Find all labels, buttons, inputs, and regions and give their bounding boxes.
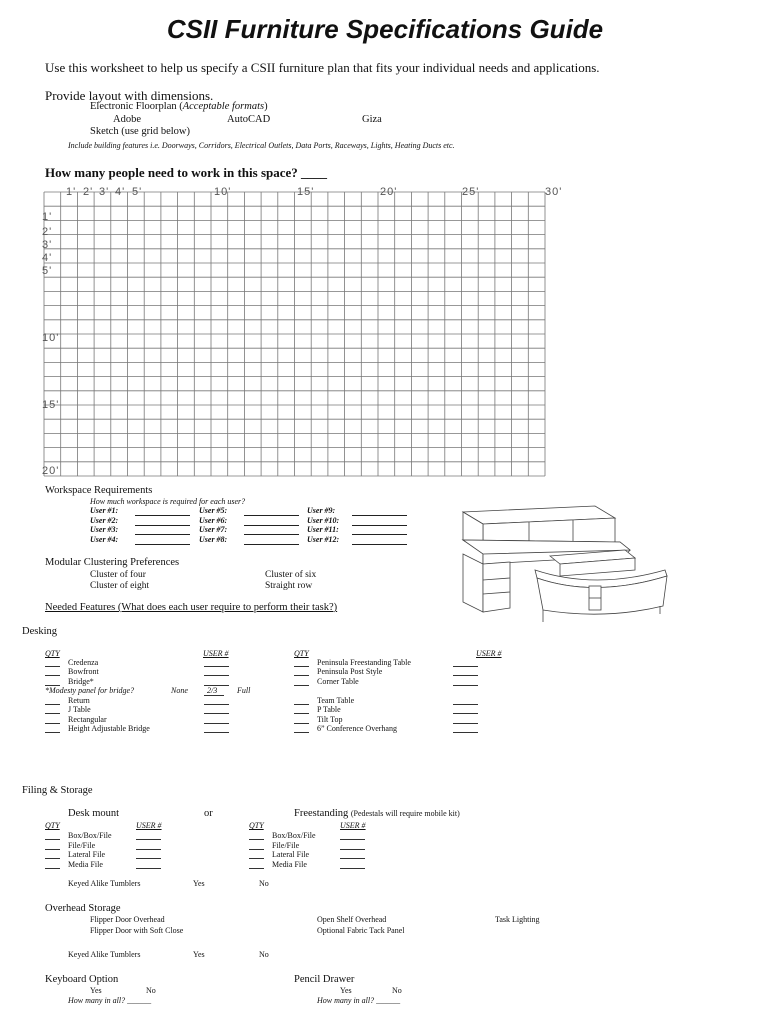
modesty-none[interactable]: None [171, 686, 188, 695]
workspace-user-blank[interactable] [135, 544, 190, 545]
filing-item: File/File [68, 841, 96, 850]
workspace-user-field[interactable]: User #4: [90, 534, 119, 544]
workspace-user-field[interactable]: User #11: [307, 525, 339, 534]
workspace-user-field[interactable]: User #3: [90, 525, 119, 534]
workspace-user-blank[interactable] [352, 525, 407, 526]
workspace-heading: Workspace Requirements [45, 485, 153, 496]
workspace-user-blank[interactable] [135, 525, 190, 526]
user-blank[interactable] [453, 704, 478, 705]
qty-blank[interactable] [45, 713, 60, 714]
y-label-3: 3' [42, 239, 53, 251]
x-label-30: 30' [545, 186, 563, 198]
user-blank[interactable] [453, 713, 478, 714]
qty-blank[interactable] [45, 858, 60, 859]
filing-item: Media File [272, 860, 307, 869]
x-label-3: 3' [99, 186, 110, 198]
filing-heading: Filing & Storage [22, 785, 93, 796]
desking-item: Bowfront [68, 667, 99, 676]
filing-item: Lateral File [68, 850, 106, 859]
workspace-user-field[interactable]: User #7: [199, 525, 228, 534]
qty-blank[interactable] [45, 704, 60, 705]
pencil-yes[interactable]: Yes [340, 986, 352, 995]
building-features-note: Include building features i.e. Doorways, Corridors, Electrical Outlets, Data Ports, Raceways, Lights, Heating Ducts etc. [68, 141, 455, 150]
layout-heading: Provide layout with dimensions. [45, 88, 214, 103]
filing-keyed-yes[interactable]: Yes [193, 879, 205, 888]
floorplan-label: Electronic Floorplan [90, 101, 177, 112]
filing-item: Box/Box/File [68, 831, 112, 840]
pencil-no[interactable]: No [392, 986, 402, 995]
workspace-question: How much workspace is required for each user? [90, 497, 246, 506]
qty-blank[interactable] [45, 723, 60, 724]
user-blank[interactable] [136, 839, 161, 840]
filing-user-right: USER # [340, 821, 366, 830]
format-autocad: AutoCAD [227, 114, 271, 125]
desking-item: Corner Table [317, 677, 359, 686]
qty-blank[interactable] [249, 849, 264, 850]
intro-text: Use this worksheet to help us specify a CSII furniture plan that fits your individual needs and applications. [45, 60, 600, 75]
y-label-2: 2' [42, 226, 53, 238]
keyboard-how-many[interactable]: How many in all? ______ [68, 996, 152, 1005]
workspace-user-blank[interactable] [244, 534, 299, 535]
user-blank[interactable] [204, 666, 229, 667]
workspace-user-field[interactable]: User #2: [90, 515, 119, 525]
desking-item: Team Table [317, 696, 355, 705]
modesty-underline [204, 695, 224, 696]
user-blank[interactable] [136, 868, 161, 869]
y-label-15: 15' [42, 399, 60, 411]
straight-row[interactable]: Straight row [265, 581, 313, 591]
y-label-5: 5' [42, 265, 53, 277]
format-giza: Giza [362, 114, 382, 125]
user-blank[interactable] [204, 675, 229, 676]
flipper-door-overhead[interactable]: Flipper Door Overhead [90, 915, 165, 924]
qty-blank[interactable] [45, 868, 60, 869]
desking-item: Peninsula Post Style [317, 667, 383, 676]
cluster-six[interactable]: Cluster of six [265, 570, 317, 580]
user-blank[interactable] [340, 858, 365, 859]
filing-keyed-label: Keyed Alike Tumblers [68, 879, 141, 888]
pencil-heading: Pencil Drawer [294, 974, 355, 985]
qty-blank[interactable] [249, 839, 264, 840]
qty-blank[interactable] [249, 868, 264, 869]
x-label-20: 20' [380, 186, 398, 198]
user-blank[interactable] [340, 868, 365, 869]
desking-item: J Table [68, 705, 91, 714]
keyboard-no[interactable]: No [146, 986, 156, 995]
task-lighting[interactable]: Task Lighting [495, 915, 540, 924]
qty-blank[interactable] [45, 849, 60, 850]
workspace-user-field[interactable]: User #8: [199, 534, 228, 544]
people-question: How many people need to work in this space? ____ [45, 165, 328, 180]
desking-qty-left: QTY [45, 649, 60, 658]
workspace-user-field[interactable]: User #1: [90, 506, 119, 515]
modesty-panel-label: *Modesty panel for bridge? [45, 686, 135, 695]
user-blank[interactable] [204, 713, 229, 714]
filing-user-left: USER # [136, 821, 162, 830]
filing-item: File/File [272, 841, 300, 850]
workspace-user-blank[interactable] [244, 544, 299, 545]
desking-item: Bridge* [68, 677, 94, 686]
desking-item: P Table [317, 705, 341, 714]
qty-blank[interactable] [294, 704, 309, 705]
workspace-user-blank[interactable] [352, 534, 407, 535]
format-adobe: Adobe [113, 114, 141, 125]
overhead-heading: Overhead Storage [45, 903, 121, 914]
y-label-10: 10' [42, 332, 60, 344]
x-label-2: 2' [83, 186, 94, 198]
user-blank[interactable] [453, 666, 478, 667]
desking-item: 6” Conference Overhang [317, 724, 397, 733]
user-blank[interactable] [204, 723, 229, 724]
filing-item: Media File [68, 860, 103, 869]
qty-blank[interactable] [45, 732, 60, 733]
desking-qty-right: QTY [294, 649, 309, 658]
fabric-tack-panel[interactable]: Optional Fabric Tack Panel [317, 926, 405, 935]
desking-item: Peninsula Freestanding Table [317, 658, 411, 667]
x-label-5: 5' [132, 186, 143, 198]
user-blank[interactable] [453, 723, 478, 724]
workspace-user-field[interactable]: User #12: [307, 534, 340, 544]
workspace-user-field[interactable]: User #6: [199, 515, 228, 525]
desking-item: Height Adjustable Bridge [68, 724, 150, 733]
qty-blank[interactable] [294, 732, 309, 733]
user-blank[interactable] [453, 675, 478, 676]
workspace-user-blank[interactable] [135, 515, 190, 516]
workspace-user-blank[interactable] [244, 525, 299, 526]
x-label-4: 4' [115, 186, 126, 198]
open-shelf-overhead[interactable]: Open Shelf Overhead [317, 915, 387, 924]
filing-item: Lateral File [272, 850, 310, 859]
qty-blank[interactable] [294, 723, 309, 724]
needed-features-heading: Needed Features (What does each user require to perform their task?) [45, 602, 338, 613]
qty-blank[interactable] [294, 675, 309, 676]
desking-item: Credenza [68, 658, 99, 667]
qty-blank[interactable] [45, 839, 60, 840]
sketch-label: Sketch (use grid below) [90, 126, 191, 137]
clustering-heading: Modular Clustering Preferences [45, 557, 180, 568]
x-label-15: 15' [297, 186, 315, 198]
freestanding-label [294, 808, 460, 819]
workspace-user-field[interactable]: User #9: [307, 506, 336, 515]
y-label-4: 4' [42, 252, 53, 264]
desking-item: Rectangular [68, 715, 107, 724]
qty-blank[interactable] [45, 675, 60, 676]
user-blank[interactable] [204, 704, 229, 705]
freestanding-text: Freestanding [294, 808, 349, 819]
desk-illustration [455, 498, 670, 623]
overhead-keyed-label: Keyed Alike Tumblers [68, 950, 141, 959]
modesty-two-thirds[interactable]: 2/3 [207, 686, 218, 695]
page-title: CSII Furniture Specifications Guide [166, 14, 604, 44]
qty-blank[interactable] [249, 858, 264, 859]
user-blank[interactable] [453, 732, 478, 733]
desking-user-right: USER # [476, 649, 502, 658]
user-blank[interactable] [340, 849, 365, 850]
user-blank[interactable] [136, 858, 161, 859]
modesty-full[interactable]: Full [237, 686, 251, 695]
qty-blank[interactable] [294, 713, 309, 714]
workspace-user-blank[interactable] [352, 544, 407, 545]
flipper-door-soft-close[interactable]: Flipper Door with Soft Close [90, 926, 184, 935]
workspace-user-blank[interactable] [352, 515, 407, 516]
workspace-user-blank[interactable] [244, 515, 299, 516]
workspace-user-field[interactable]: User #5: [199, 506, 228, 515]
filing-keyed-no[interactable]: No [259, 879, 269, 888]
formats-label: Acceptable formats [182, 101, 265, 112]
desking-item: Return [68, 696, 90, 705]
y-label-1: 1' [42, 211, 53, 223]
desk-mount-label: Desk mount [68, 808, 120, 819]
floorplan-line: Electronic Floorplan (Acceptable formats) [90, 101, 268, 112]
workspace-user-blank[interactable] [135, 534, 190, 535]
desking-item: Tilt Top [317, 715, 343, 724]
desking-user-left: USER # [203, 649, 229, 658]
pencil-how-many[interactable]: How many in all? ______ [317, 996, 401, 1005]
cluster-eight[interactable]: Cluster of eight [90, 581, 150, 591]
overhead-keyed-yes[interactable]: Yes [193, 950, 205, 959]
user-blank[interactable] [453, 685, 478, 686]
user-blank[interactable] [204, 732, 229, 733]
x-label-25: 25' [462, 186, 480, 198]
overhead-keyed-no[interactable]: No [259, 950, 269, 959]
qty-blank[interactable] [45, 666, 60, 667]
desking-heading: Desking [22, 626, 57, 637]
qty-blank[interactable] [294, 685, 309, 686]
cluster-four[interactable]: Cluster of four [90, 570, 146, 580]
or-label: or [204, 808, 213, 819]
keyboard-yes[interactable]: Yes [90, 986, 102, 995]
y-label-20: 20' [42, 465, 60, 477]
x-label-1: 1' [66, 186, 77, 198]
freestanding-note: (Pedestals will require mobile kit) [350, 809, 460, 818]
x-label-10: 10' [214, 186, 232, 198]
filing-item: Box/Box/File [272, 831, 316, 840]
workspace-user-field[interactable]: User #10: [307, 515, 340, 525]
user-blank[interactable] [340, 839, 365, 840]
qty-blank[interactable] [294, 666, 309, 667]
user-blank[interactable] [136, 849, 161, 850]
filing-qty-right: QTY [249, 821, 264, 830]
keyboard-heading: Keyboard Option [45, 974, 119, 985]
filing-qty-left: QTY [45, 821, 60, 830]
